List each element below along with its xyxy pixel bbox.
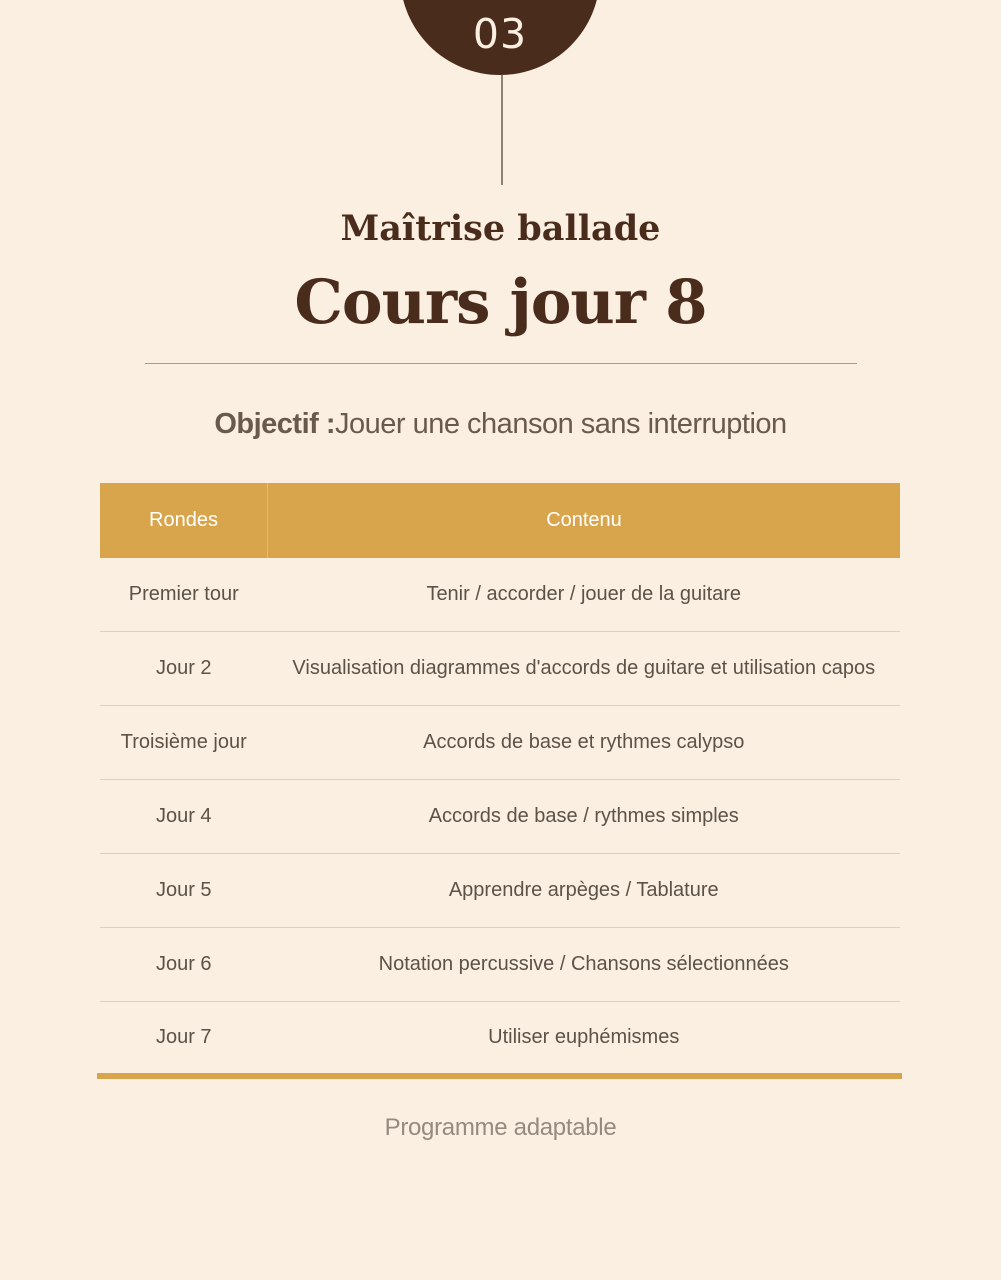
course-subtitle: Maîtrise ballade xyxy=(340,208,661,249)
table-header-row xyxy=(100,483,900,558)
schedule-table xyxy=(100,483,900,1072)
page-title: Cours jour 8 xyxy=(294,267,707,338)
table-row xyxy=(100,632,900,706)
cell-contenu: Tenir / accorder / jouer de la guitare xyxy=(268,558,901,632)
connector-line xyxy=(501,75,503,185)
header-rondes: Rondes xyxy=(100,483,268,558)
table-row xyxy=(100,780,900,854)
cell-ronde: Jour 4 xyxy=(100,780,268,854)
table-row xyxy=(100,558,900,632)
table-row xyxy=(100,928,900,1002)
objective-line xyxy=(0,407,1001,442)
divider xyxy=(145,363,857,364)
cell-contenu: Accords de base et rythmes calypso xyxy=(268,706,901,780)
header-contenu: Contenu xyxy=(268,483,901,558)
table-row xyxy=(100,854,900,928)
cell-contenu: Visualisation diagrammes d'accords de guitare et utilisation capos xyxy=(268,632,901,706)
table-row xyxy=(100,706,900,780)
cell-ronde: Troisième jour xyxy=(100,706,268,780)
cell-ronde: Jour 6 xyxy=(100,928,268,1002)
cell-ronde: Premier tour xyxy=(100,558,268,632)
cell-ronde: Jour 2 xyxy=(100,632,268,706)
cell-contenu: Utiliser euphémismes xyxy=(488,1025,680,1048)
objective-text: Jouer une chanson sans interruption xyxy=(335,408,787,440)
cell-ronde: Jour 7 xyxy=(155,1025,212,1048)
page-number-badge xyxy=(400,0,600,75)
objective-label: Objectif : xyxy=(214,408,336,440)
footer-note: Programme adaptable xyxy=(384,1114,617,1141)
cell-contenu: Apprendre arpèges / Tablature xyxy=(268,854,901,928)
table-row xyxy=(100,1002,900,1073)
cell-ronde: Jour 5 xyxy=(100,854,268,928)
cell-contenu: Notation percussive / Chansons sélectionnées xyxy=(268,928,901,1002)
cell-contenu: Accords de base / rythmes simples xyxy=(268,780,901,854)
page-number: 03 xyxy=(472,10,528,58)
table-bottom-bar xyxy=(97,1073,902,1079)
